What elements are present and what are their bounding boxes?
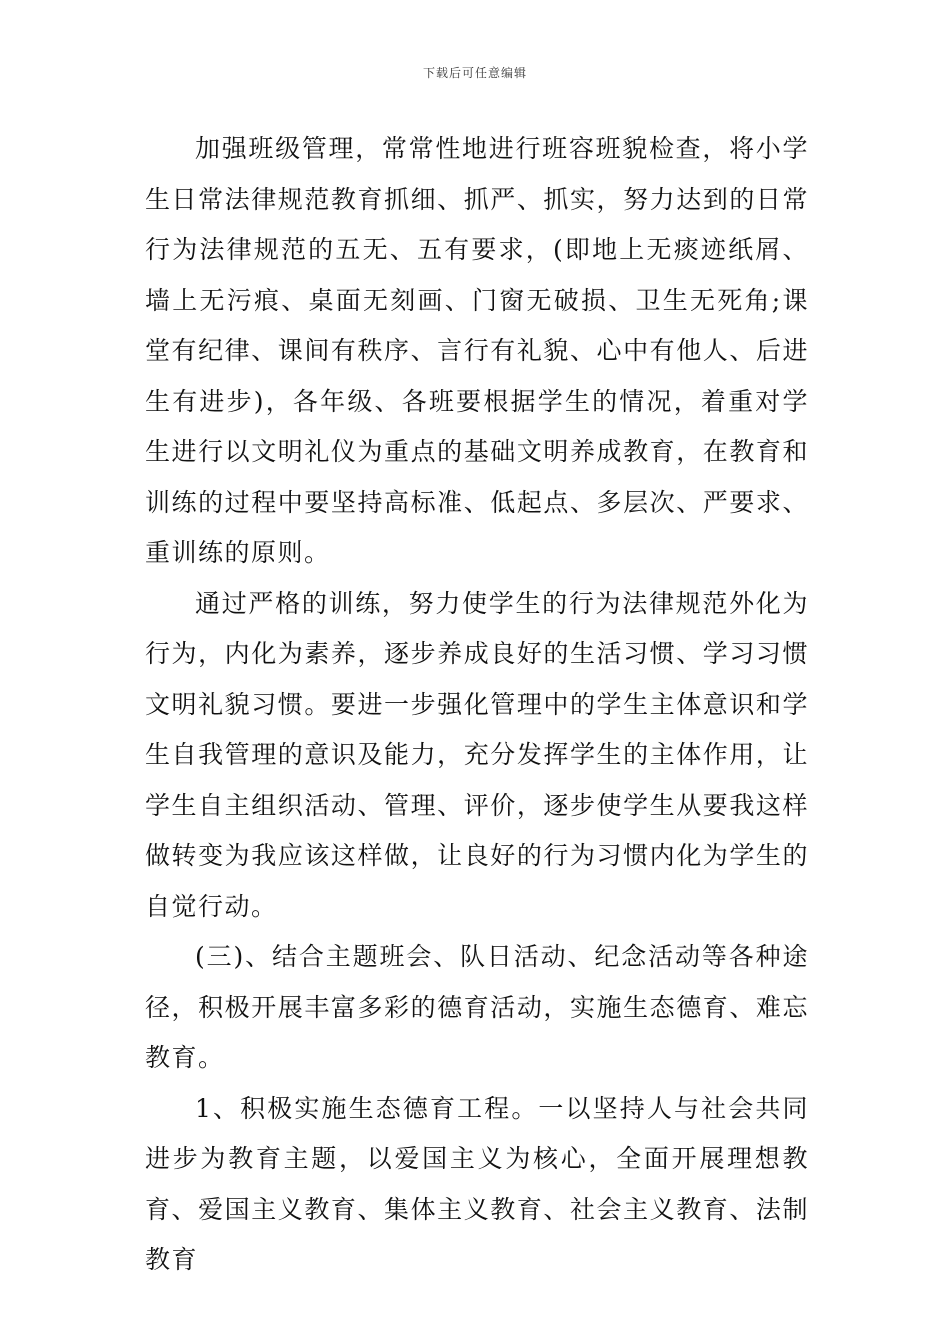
paragraph-training: 通过严格的训练，努力使学生的行为法律规范外化为行为，内化为素养，逐步养成良好的生活习惯、学习习惯文明礼貌习惯。要进一步强化管理中的学生主体意识和学生自我管理的意识及能力，充分发挥学生的主体作用，让学生自主组织活动、管理、评价，逐步使学生从要我这样做转变为我应该这样做，让良好的行为习惯内化为学生的自觉行动。 [145,588,809,921]
header-note: 下载后可任意编辑 [422,66,527,80]
paragraph-class-management: 加强班级管理，常常性地进行班容班貌检查，将小学生日常法律规范教育抓细、抓严、抓实，努力达到的日常行为法律规范的五无、五有要求，(即地上无痰迹纸屑、墙上无污痕、桌面无刻画、门窗无破损、卫生无死角;课堂有纪律、课间有秩序、言行有礼貌、心中有他人、后进生有进步)，各年级、各班要根据学生的情况，着重对学生进行以文明礼仪为重点的基础文明养成教育，在教育和训练的过程中要坚持高标准、低起点、多层次、严要求、重训练的原则。 [145,134,809,567]
document-body [145,124,809,1286]
paragraph-item-one: 1、积极实施生态德育工程。一以坚持人与社会共同进步为教育主题，以爱国主义为核心，全面开展理想教育、爱国主义教育、集体主义教育、社会主义教育、法制教育 [145,1093,809,1274]
paragraph-section-three: (三)、结合主题班会、队日活动、纪念活动等各种途径，积极开展丰富多彩的德育活动，实施生态德育、难忘教育。 [145,942,809,1072]
